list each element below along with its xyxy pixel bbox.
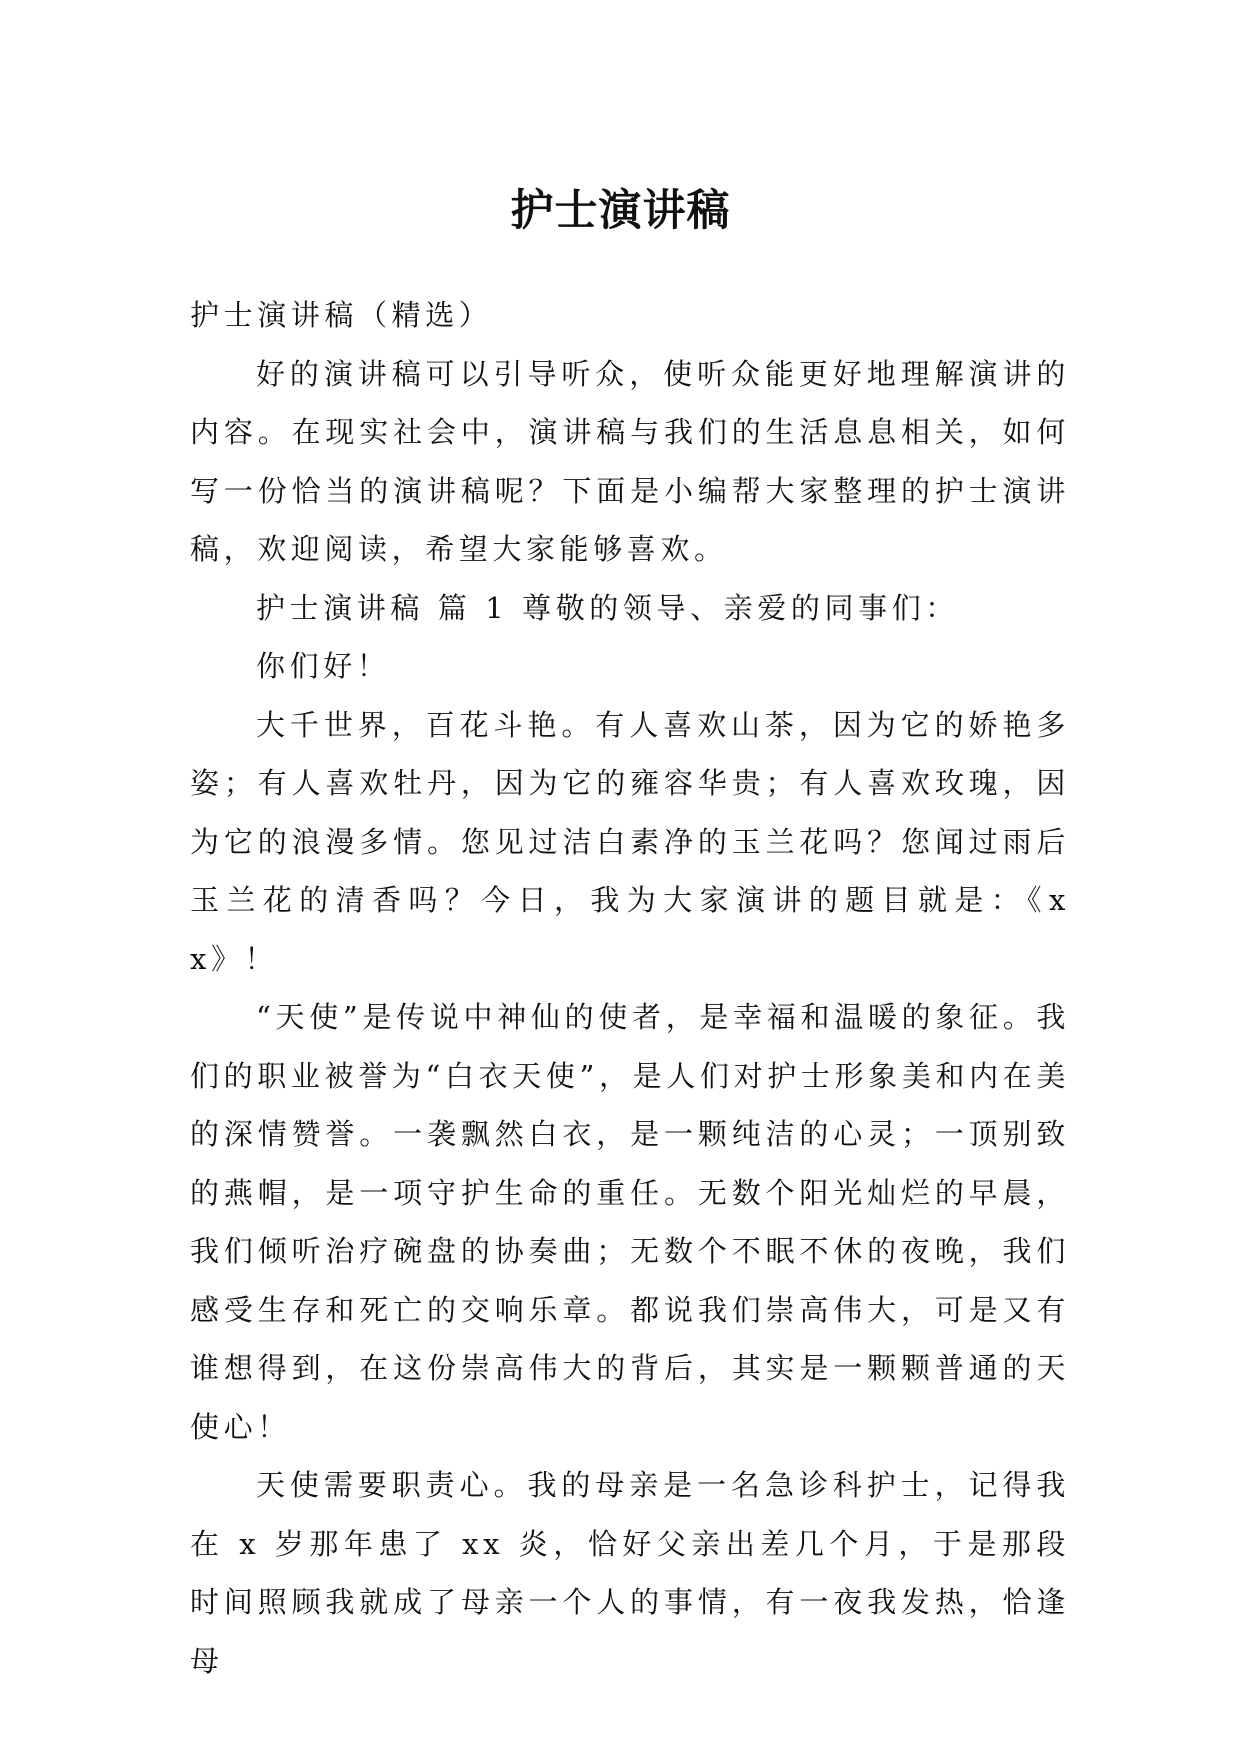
body-paragraph: 你们好！ [256,649,391,683]
document-title: 护士演讲稿 [510,185,731,236]
body-paragraph: 大千世界，百花斗艳。有人喜欢山茶，因为它的娇艳多姿；有人喜欢牡丹，因为它的雍容华贵；有人喜欢玫瑰，因为它的浪漫多情。您见过洁白素净的玉兰花吗？您闻过雨后玉兰花的清香吗？今日，我为大家演讲的题目就是：《xx》！ [190,707,1070,976]
body-paragraph: 天使需要职责心。我的母亲是一名急诊科护士，记得我在 x 岁那年患了 xx 炎，恰好父亲出差几个月，于是那段时间照顾我就成了母亲一个人的事情，有一夜我发热，恰逢母 [190,1468,1070,1678]
body-paragraph: 护士演讲稿（精选） [190,298,493,332]
body-paragraph: 护士演讲稿 篇 1 尊敬的领导、亲爱的同事们： [256,590,959,625]
body-paragraph: “天使”是传说中神仙的使者，是幸福和温暖的象征。我们的职业被誉为“白衣天使”，是人们对护士形象美和内在美的深情赞誉。一袭飘然白衣，是一颗纯洁的心灵；一顶别致的燕帽，是一项守护生命的重任。无数个阳光灿烂的早晨，我们倾听治疗碗盘的协奏曲；无数个不眠不休的夜晚，我们感受生存和死亡的交响乐章。都说我们崇高伟大，可是又有谁想得到，在这份崇高伟大的背后，其实是一颗颗普通的天使心！ [190,1000,1070,1444]
body-paragraph: 好的演讲稿可以引导听众，使听众能更好地理解演讲的内容。在现实社会中，演讲稿与我们的生活息息相关，如何写一份恰当的演讲稿呢？下面是小编帮大家整理的护士演讲稿，欢迎阅读，希望大家能够喜欢。 [190,356,1070,566]
document-body [190,286,1070,1690]
